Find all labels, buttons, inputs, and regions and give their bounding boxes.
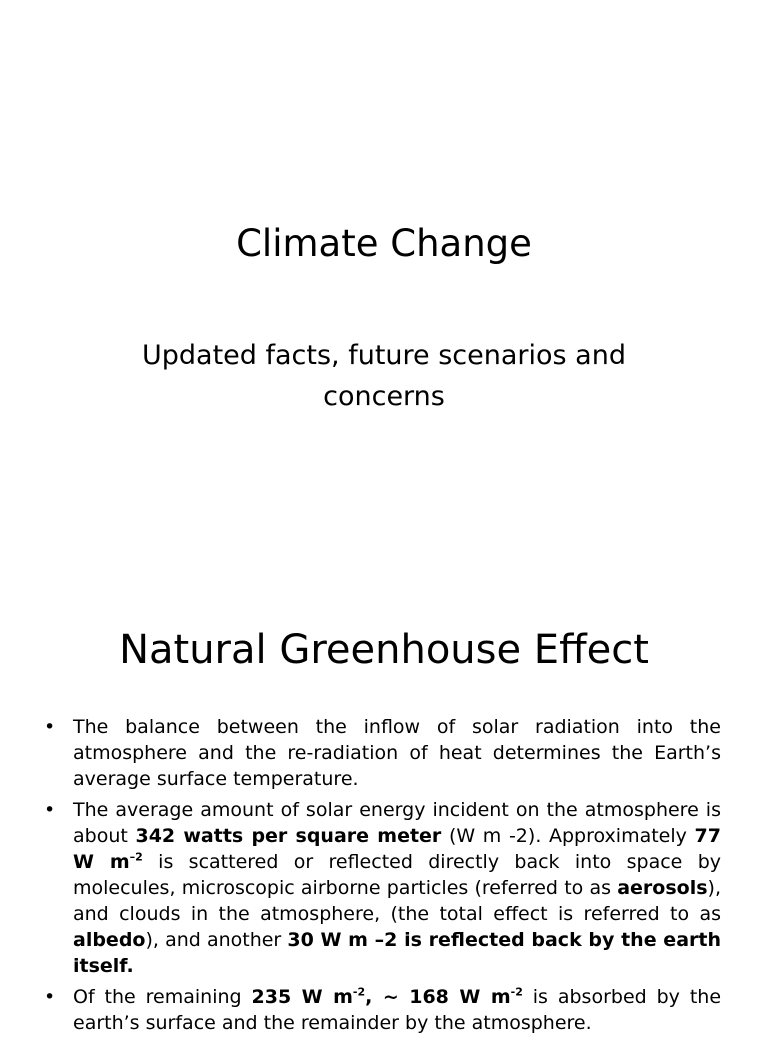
bullet-list <box>40 714 721 1041</box>
bullet-bold-text: 235 W m <box>251 986 353 1008</box>
bullet-text: (W m -2). Approximately <box>441 825 695 847</box>
bullet-text: ), and clouds in the atmosphere, (the total effect is referred to as <box>73 877 721 925</box>
bullet-bold-text: albedo <box>73 929 146 951</box>
slide-subtitle: Updated facts, future scenarios and concerns <box>142 340 626 412</box>
superscript: -2 <box>510 985 523 999</box>
bullet-text: Of the remaining <box>73 986 252 1008</box>
slide-title: Climate Change <box>236 222 532 265</box>
bullet-item <box>40 714 721 792</box>
bullet-item <box>40 797 721 979</box>
bullet-bold-text: 30 W m –2 is reflected back by the earth itself. <box>73 929 721 977</box>
bullet-bold-text: aerosols <box>617 877 708 899</box>
bullet-text: The average amount of solar energy incident on the atmosphere is about <box>73 799 721 847</box>
bullet-text: is absorbed by the earth’s surface and the remainder by the atmosphere. <box>73 986 722 1034</box>
superscript: -2 <box>352 985 366 999</box>
bullet-bold-text: 342 watts per square meter <box>135 825 442 847</box>
bullet-bold-text: , ~ 168 W m <box>365 986 511 1008</box>
slide-title: Natural Greenhouse Effect <box>119 627 649 673</box>
bullet-marker: • <box>44 716 56 738</box>
bullet-marker: • <box>44 986 56 1008</box>
bullet-item <box>40 984 721 1036</box>
bullet-text: ), and another <box>145 929 288 951</box>
superscript: –2 <box>129 850 143 864</box>
bullet-text: The balance between the inflow of solar radiation into the atmosphere and the re-radiation of heat determines the Earth’s average surface temperature. <box>73 716 721 790</box>
bullet-marker: • <box>44 799 56 821</box>
bullet-bold-text: 77 W m <box>73 825 721 873</box>
bullet-text: is scattered or reflected directly back into space by molecules, microscopic airborne particles (referred to as <box>73 851 721 899</box>
